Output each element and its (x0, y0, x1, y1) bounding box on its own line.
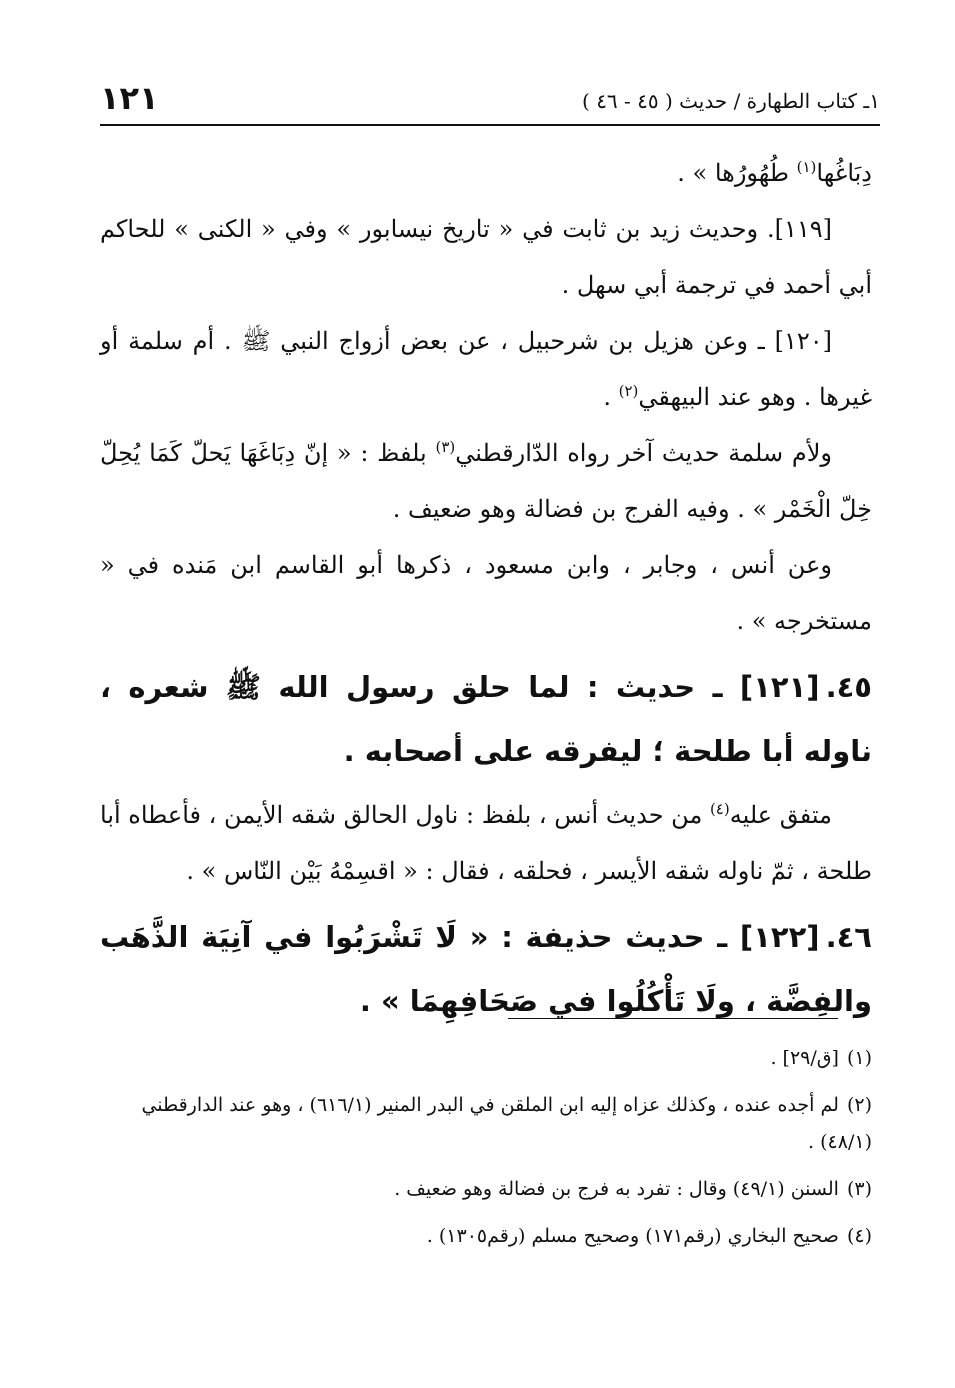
paragraph-text: . (603, 383, 619, 411)
paragraph-text: طُهُورُها » . (677, 159, 797, 187)
paragraph-120 (100, 313, 872, 425)
paragraph-text: بلفظ : « إنّ دِبَاغَهَا يَحلّ كَمَا يُحِلّ خِلّ الْخَمْر » . وفيه الفرج بن فضالة وهو ضعيف . (100, 439, 872, 523)
paragraph-119: [١١٩]. وحديث زيد بن ثابت في « تاريخ نيسابور » وفي « الكنى » للحاكم أبي أحمد في ترجمة أبي سهل . (100, 215, 872, 299)
footnote-text: [ق/٢٩] . (770, 1047, 839, 1069)
footnote-2 (100, 1087, 872, 1161)
footnote-mark: (٢) (846, 1094, 872, 1116)
footnote-text: صحيح البخاري (رقم١٧١) وصحيح مسلم (رقم١٣٠٥) . (426, 1225, 839, 1247)
footnote-ref: (٢) (618, 382, 639, 400)
paragraph-umm-salama (100, 425, 872, 537)
footnote-1 (100, 1040, 872, 1077)
footnote-4 (100, 1218, 872, 1255)
footnote-text: السنن (٤٩/١) وقال : تفرد به فرج بن فضالة وهو ضعيف . (394, 1178, 839, 1200)
running-title: ١ـ كتاب الطهارة / حديث ( ٤٥ - ٤٦ ) (582, 89, 880, 113)
hadith-number: ٤٥. (825, 670, 872, 704)
main-text (100, 145, 872, 1037)
paragraph-text: متفق عليه (729, 801, 832, 829)
hadith-heading-45 (100, 655, 872, 783)
paragraph-text: من حديث أنس ، بلفظ : ناول الحالق شقه الأيمن ، فأعطاه أبا طلحة ، ثمّ ناوله شقه الأيسر ، فحلقه ، فقال : « اقسِمْهُ بَيْن النّاس » . (100, 801, 872, 885)
paragraph-continuation (100, 145, 872, 201)
footnote-mark: (٣) (846, 1178, 872, 1200)
footnote-mark: (٤) (846, 1225, 872, 1247)
paragraph-text: دِبَاغُها (816, 159, 872, 187)
paragraph-text: ولأم سلمة حديث آخر رواه الدّارقطني (455, 439, 832, 467)
footnote-divider (508, 1018, 838, 1019)
hadith-heading-46 (100, 905, 872, 1033)
hadith-number: ٤٦. (825, 920, 872, 954)
paragraph-muttafaq (100, 787, 872, 899)
paragraph-anas: وعن أنس ، وجابر ، وابن مسعود ، ذكرها أبو القاسم ابن مَنده في « مستخرجه » . (100, 551, 872, 635)
footnote-ref: (٣) (435, 438, 456, 456)
footnote-ref: (١) (796, 158, 817, 176)
hadith-heading-text: [١٢٢] ـ حديث حذيفة : « لَا تَشْرَبُوا في آنِيَة الذَّهَب والفِضَّة ، ولَا تَأْكُلُوا في صَحَافِهِمَا » . (100, 920, 872, 1018)
hadith-heading-text: [١٢١] ـ حديث : لما حلق رسول الله ﷺ شعره ، ناوله أبا طلحة ؛ ليفرقه على أصحابه . (100, 670, 872, 768)
footnote-text: لم أجده عنده ، وكذلك عزاه إليه ابن الملقن في البدر المنير (٦١٦/١) ، وهو عند الدارقطني (٤٨/١) . (141, 1094, 872, 1153)
page-number: ١٢١ (100, 79, 159, 117)
footnote-mark: (١) (846, 1047, 872, 1069)
paragraph-text: [١٢٠] ـ وعن هزيل بن شرحبيل ، عن بعض أزواج النبي ﷺ . أم سلمة أو غيرها . وهو عند البيهقي (100, 327, 872, 411)
page-header (100, 78, 880, 126)
footnotes (100, 1040, 872, 1265)
footnote-3 (100, 1171, 872, 1208)
footnote-ref: (٤) (709, 800, 730, 818)
